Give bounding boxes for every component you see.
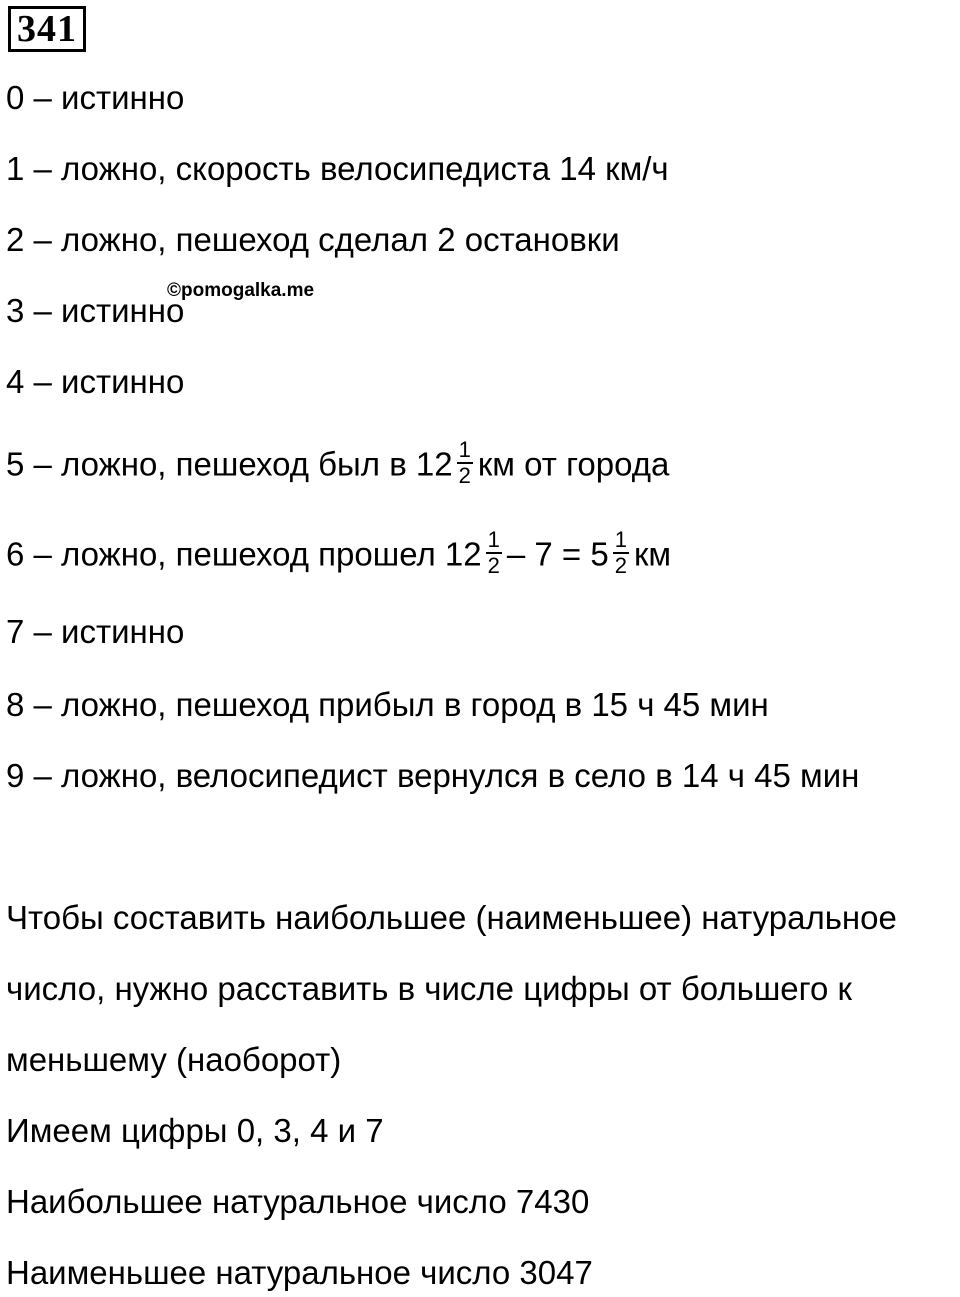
answer-line-6	[6, 527, 672, 582]
fraction-denominator: 2	[614, 553, 627, 578]
explanation-line-3: меньшему (наоборот)	[6, 1041, 342, 1078]
task-number-box: 341	[8, 6, 86, 52]
fraction-denominator: 2	[487, 553, 500, 578]
smallest-number-line: Наименьшее натуральное число 3047	[6, 1254, 593, 1291]
fraction-one-half	[457, 438, 473, 488]
answer-line-1: 1 – ложно, скорость велосипедиста 14 км/ч	[6, 150, 669, 187]
fraction-one-half	[486, 528, 502, 578]
answer-line-3: 3 – истинно	[6, 292, 185, 329]
digits-line: Имеем цифры 0, 3, 4 и 7	[6, 1112, 384, 1149]
answer-6-text-after: км	[633, 535, 672, 573]
largest-number-line: Наибольшее натуральное число 7430	[6, 1183, 590, 1220]
watermark: ©pomogalka.me	[167, 280, 315, 301]
fraction-denominator: 2	[458, 463, 471, 488]
answer-line-8: 8 – ложно, пешеход прибыл в город в 15 ч 45 мин	[6, 686, 769, 723]
explanation-line-2: число, нужно расставить в числе цифры от большего к	[6, 970, 852, 1007]
fraction-numerator: 1	[614, 527, 627, 552]
answer-line-2: 2 – ложно, пешеход сделал 2 остановки	[6, 221, 620, 258]
answer-line-9: 9 – ложно, велосипедист вернулся в село в 14 ч 45 мин	[6, 757, 860, 794]
answer-6-text-middle: – 7 = 5	[506, 535, 609, 573]
fraction-numerator: 1	[487, 527, 500, 552]
answer-6-text-before: 6 – ложно, пешеход прошел 12	[6, 535, 482, 573]
answer-line-7: 7 – истинно	[6, 613, 185, 650]
explanation-line-1: Чтобы составить наибольшее (наименьшее) натуральное	[6, 899, 897, 936]
fraction-numerator: 1	[458, 437, 471, 462]
answer-line-4: 4 – истинно	[6, 363, 185, 400]
answer-5-text-before: 5 – ложно, пешеход был в 12	[6, 445, 453, 483]
answer-5-text-after: км от города	[477, 445, 670, 483]
fraction-one-half	[613, 528, 629, 578]
answer-line-0: 0 – истинно	[6, 79, 185, 116]
answer-line-5	[6, 437, 670, 492]
